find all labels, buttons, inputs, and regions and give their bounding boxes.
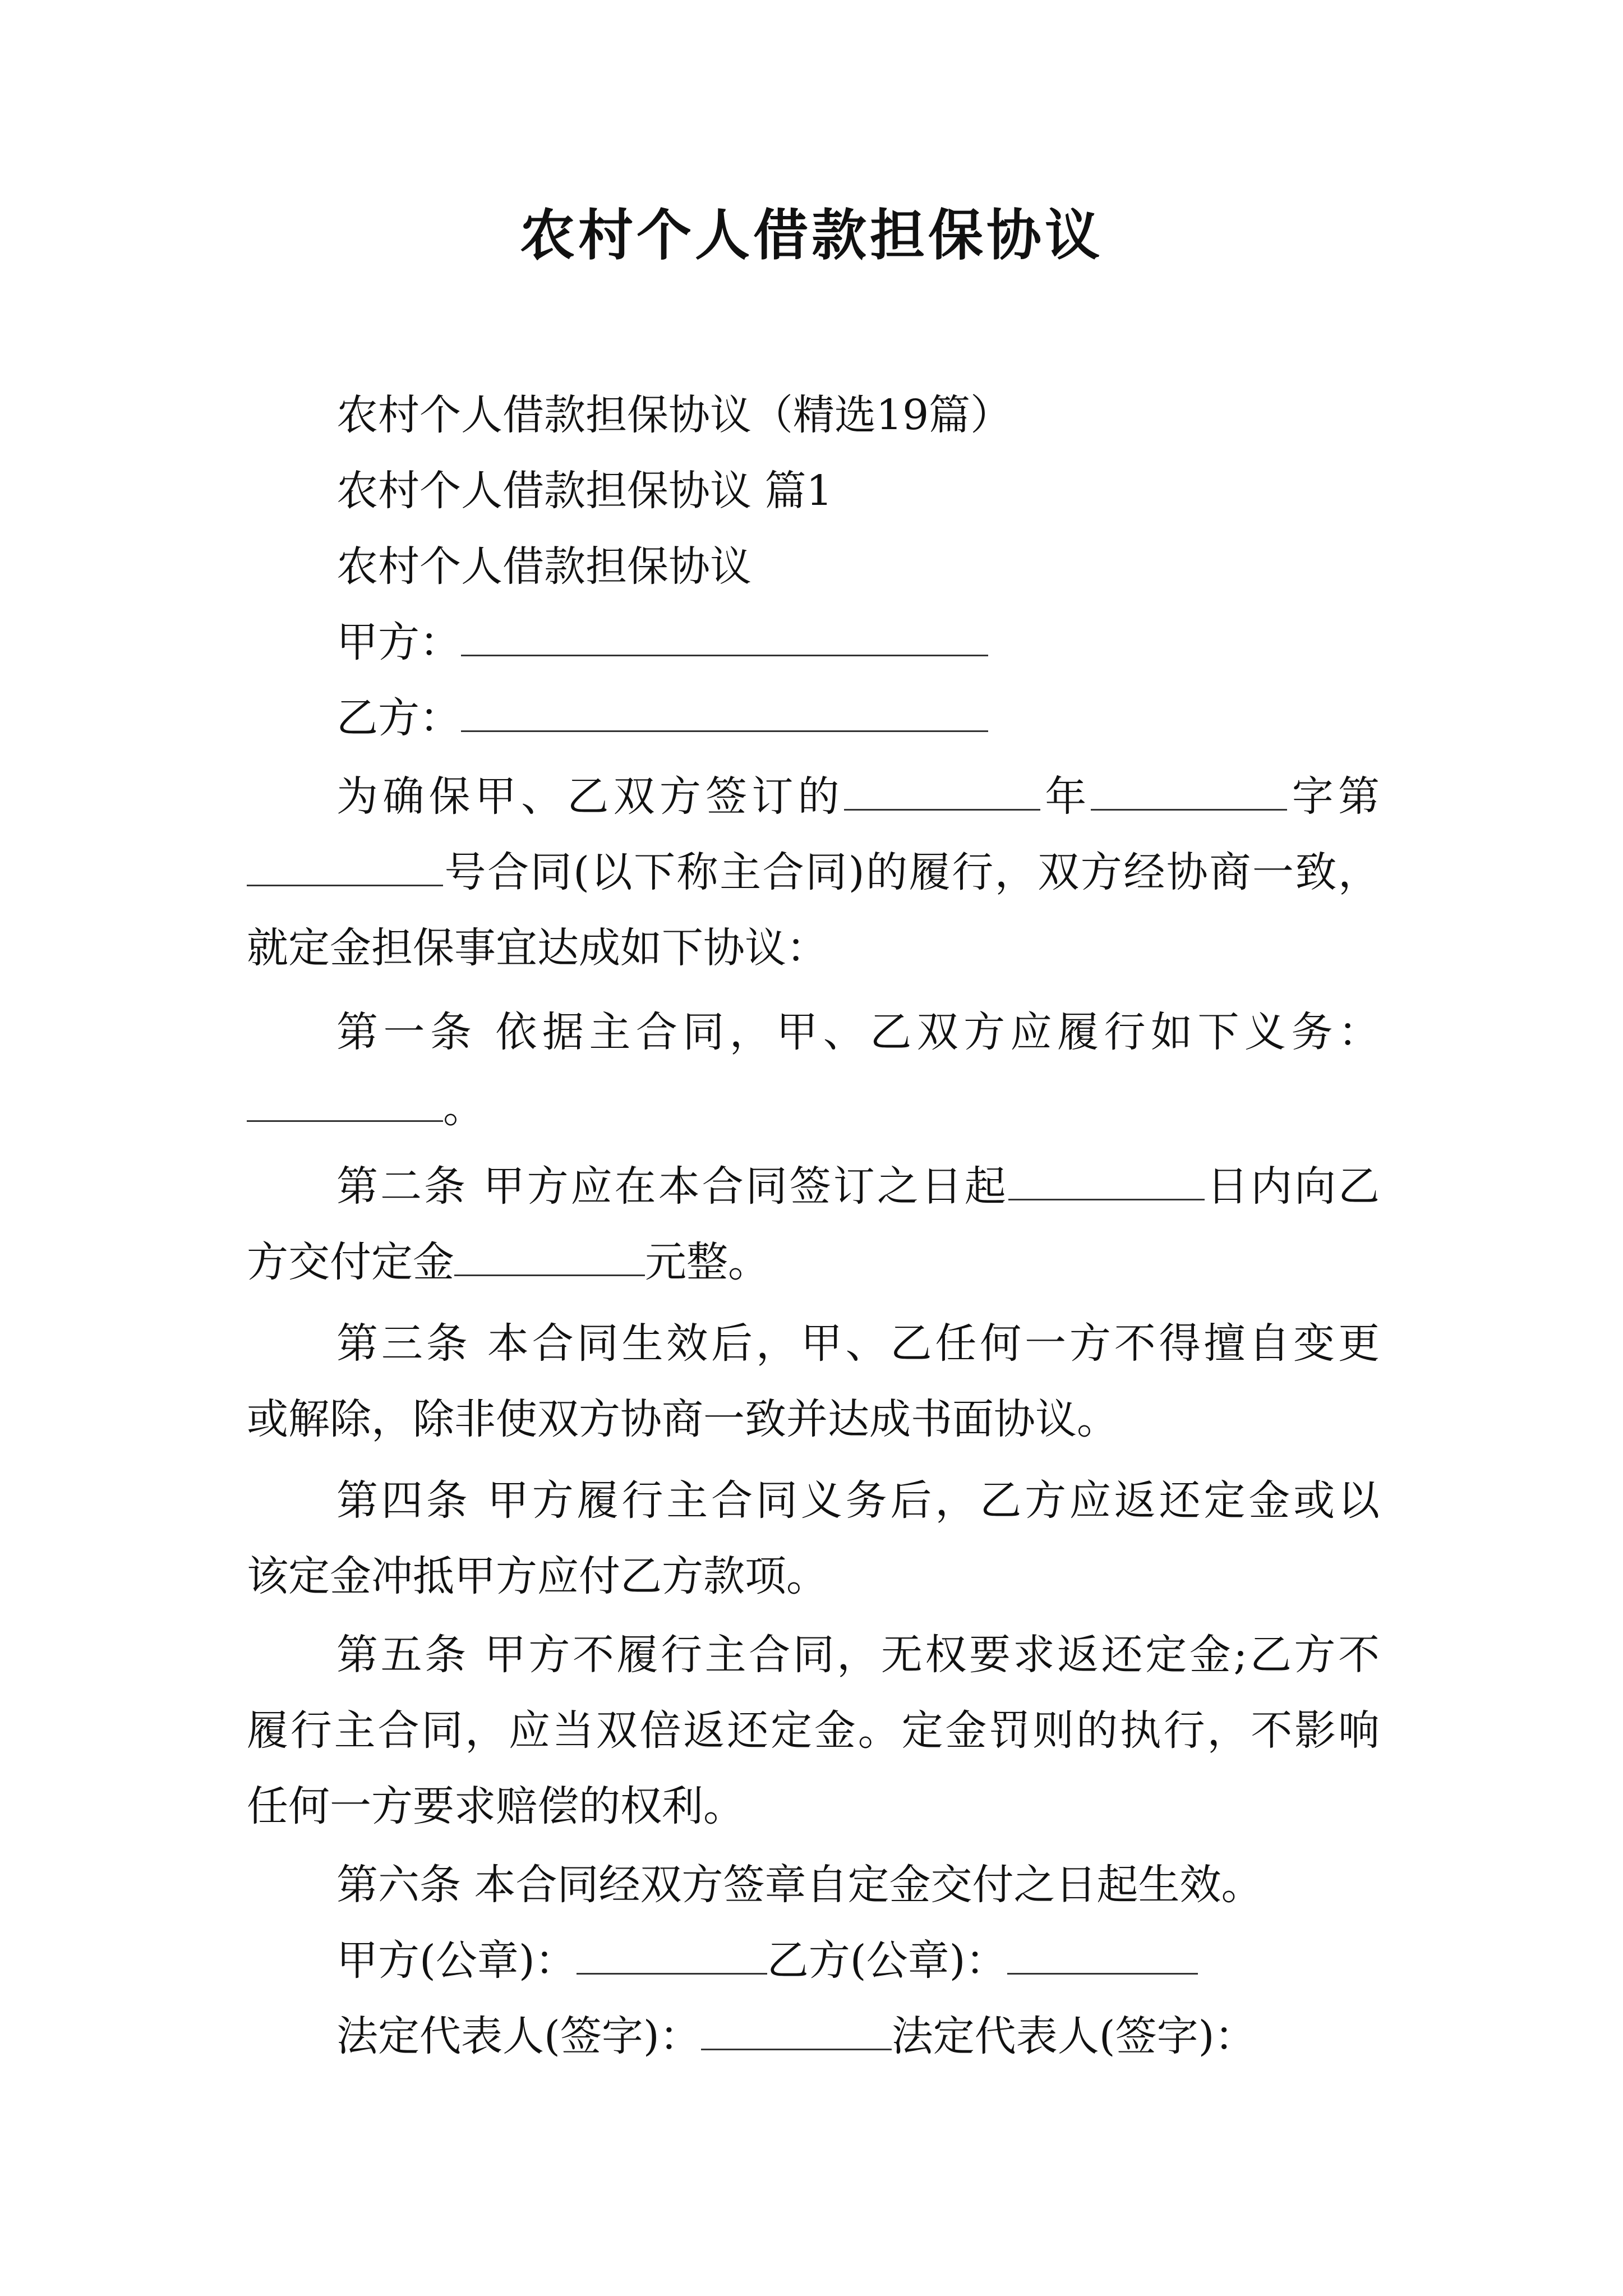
- article-1-line-2: [247, 1080, 1380, 1136]
- article-5-line-3: 任何一方要求赔偿的权利。: [247, 1782, 745, 1830]
- article-6-line-1: 第六条 本合同经双方签章自定金交付之日起生效。: [336, 1861, 1263, 1909]
- document-title: 农村个人借款担保协议: [519, 203, 1103, 268]
- intro-text-1b: 年: [1040, 772, 1091, 821]
- rep-a-blank: [701, 2009, 892, 2050]
- document-subtitle: 农村个人借款担保协议（精选19篇）: [336, 391, 1012, 439]
- party-b-seal-blank: [1007, 1934, 1198, 1975]
- party-a-seal-label: 甲方(公章)：: [336, 1936, 577, 1985]
- party-b-label: 乙方：: [336, 694, 461, 742]
- article-2-text-1a: 第二条 甲方应在本合同签订之日起: [336, 1162, 1008, 1211]
- seal-line: [336, 1932, 1380, 1989]
- article-2-text-2b: 元整。: [645, 1238, 769, 1286]
- representative-line: [336, 2008, 1380, 2064]
- article-1-text-2: 。: [443, 1084, 485, 1132]
- article-2-line-1: [336, 1158, 1380, 1214]
- party-b-line: [336, 690, 1380, 746]
- section-title: 农村个人借款担保协议: [336, 542, 751, 591]
- party-b-seal-label: 乙方(公章)：: [767, 1936, 1007, 1985]
- article-4-line-1: 第四条 甲方履行主合同义务后，乙方应返还定金或以: [336, 1476, 1380, 1525]
- contract-number-blank: [247, 845, 443, 886]
- article-4-line-2: 该定金冲抵甲方应付乙方款项。: [247, 1552, 828, 1600]
- intro-line-3: 就定金担保事宜达成如下协议：: [247, 924, 828, 972]
- intro-text-1a: 为确保甲、乙双方签订的: [336, 772, 844, 821]
- section-heading: 农村个人借款担保协议 篇1: [336, 467, 833, 515]
- intro-text-2a: 号合同(以下称主合同)的履行，双方经协商一致，: [443, 848, 1380, 896]
- rep-b-label: 法定代表人(签字)：: [891, 2012, 1256, 2060]
- article-1-line-1: 第一条 依据主合同，甲、乙双方应履行如下义务：: [336, 1008, 1380, 1056]
- party-a-label: 甲方：: [336, 618, 461, 666]
- contract-year-blank: [844, 770, 1040, 811]
- party-a-blank: [461, 615, 988, 656]
- article-3-line-2: 或解除，除非使双方协商一致并达成书面协议。: [247, 1395, 1118, 1443]
- deposit-amount-blank: [454, 1235, 645, 1276]
- rep-a-label: 法定代表人(签字)：: [336, 2012, 701, 2060]
- article-2-text-1b: 日内向乙: [1204, 1162, 1380, 1211]
- article-5-line-1: 第五条 甲方不履行主合同，无权要求返还定金;乙方不: [336, 1631, 1380, 1679]
- days-blank: [1008, 1159, 1205, 1200]
- obligation-blank: [247, 1081, 443, 1122]
- party-a-line: [336, 614, 1380, 670]
- article-2-line-2: [247, 1234, 1380, 1290]
- party-b-blank: [461, 691, 988, 732]
- party-a-seal-blank: [577, 1934, 767, 1975]
- article-3-line-1: 第三条 本合同生效后，甲、乙任何一方不得擅自变更: [336, 1319, 1380, 1368]
- article-5-line-2: 履行主合同，应当双倍返还定金。定金罚则的执行，不影响: [247, 1706, 1380, 1755]
- contract-word-blank: [1091, 770, 1287, 811]
- intro-line-2: [247, 844, 1380, 900]
- intro-text-1c: 字第: [1287, 772, 1380, 821]
- intro-line-1: [336, 769, 1380, 825]
- article-2-text-2a: 方交付定金: [247, 1238, 454, 1286]
